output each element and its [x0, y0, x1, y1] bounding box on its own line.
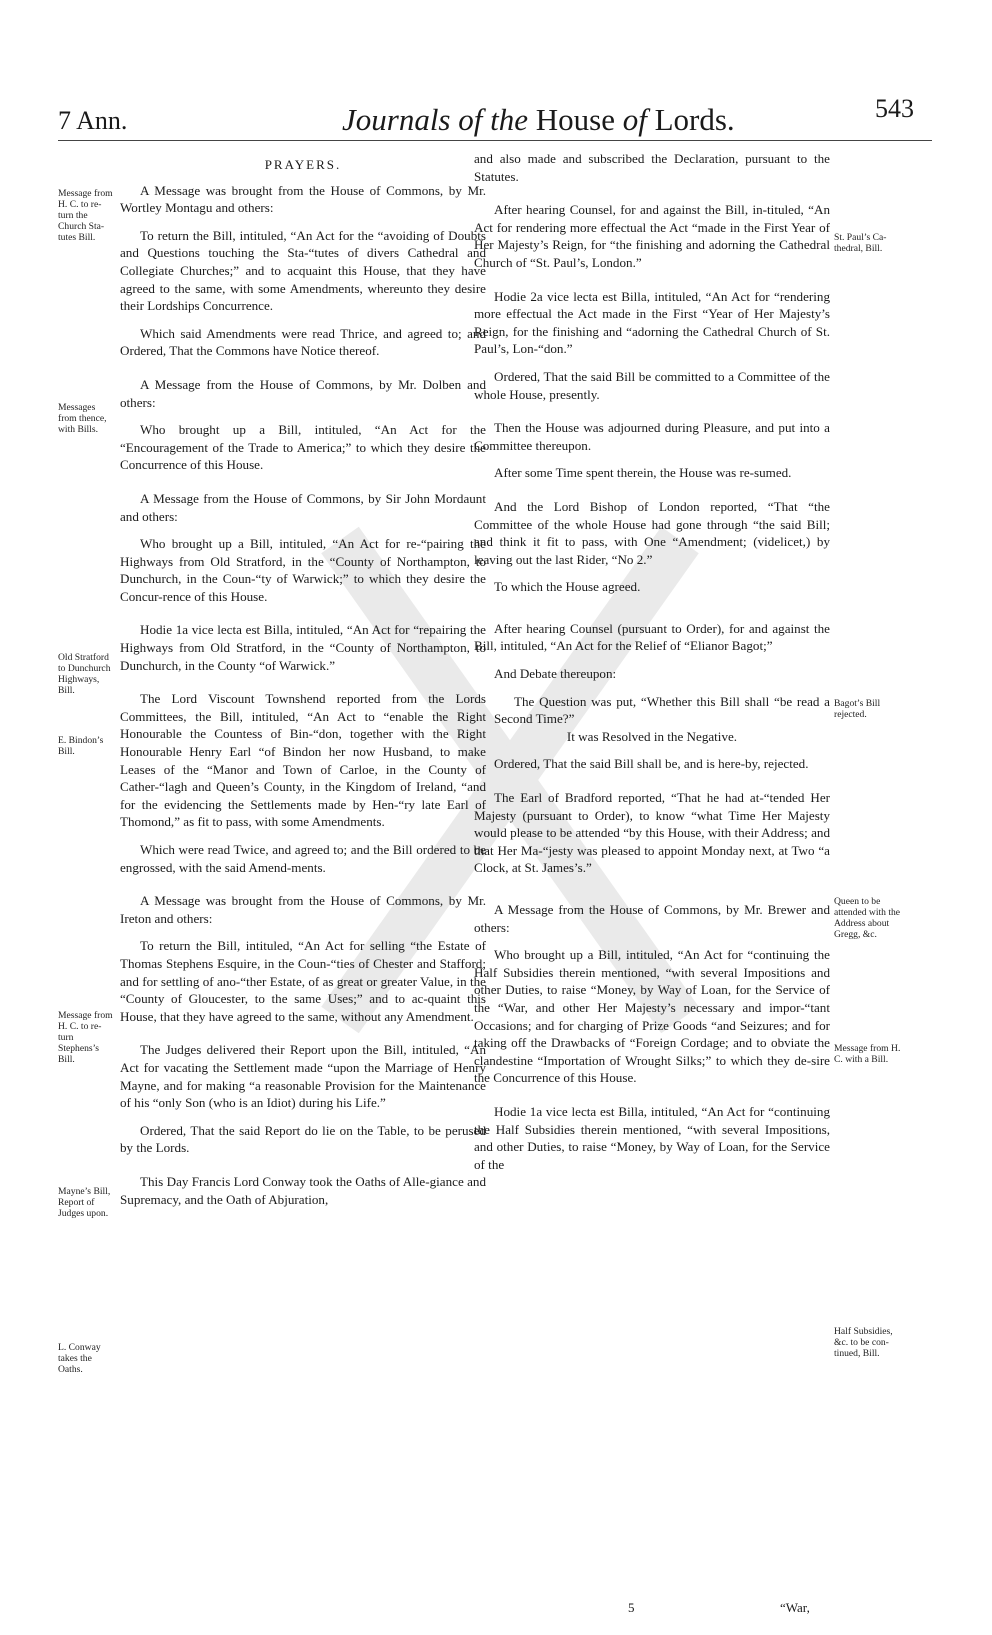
- margin-note-right: Message from H. C. with a Bill.: [834, 1043, 901, 1065]
- paragraph: After hearing Counsel, for and against the Bill, in-tituled, “An Act for rendering more effectual the Act “made in the First Year of Her Majesty’s Reign, for “the finishing and adorning the Cathedral Church of “St. Paul’s, London.”: [474, 202, 830, 270]
- paragraph: Which said Amendments were read Thrice, and agreed to; and Ordered, That the Commons have Notice thereof.: [120, 325, 486, 359]
- margin-note-left: Messages from thence, with Bills.: [58, 402, 107, 435]
- margin-note-left: Message from H. C. to re-turn Stephens’s Bill.: [58, 1010, 113, 1065]
- paragraph: And the Lord Bishop of London reported, “That “the Committee of the whole House had gone through “the said Bill; and think it fit to pass, with One “Amendment; (videlicet,) by leaving out the last Rider, “No 2.”: [474, 498, 830, 567]
- title-the: the: [490, 102, 528, 137]
- paragraph: A Message from the House of Commons, by Mr. Brewer and others:: [474, 902, 830, 935]
- paragraph: Hodie 1a vice lecta est Billa, intituled, “An Act for “repairing the Highways from Old Stratford, in the “County of Northampton, to Dunchurch, in the County “of Warwick.”: [120, 622, 486, 673]
- title-journals: Journals: [342, 102, 451, 137]
- paragraph: The Earl of Bradford reported, “That he had at-“tended Her Majesty (pursuant to Order), to know “what Time Her Majesty would please to be attended “by this House, with their Address; and that Her Ma-“jesty was pleased to appoint Monday next, at Two “a Clock, at St. James’s.”: [474, 790, 830, 876]
- paragraph: Who brought up a Bill, intituled, “An Act for “continuing the Half Subsidies therein mentioned, “with several Impositions and other Duties, to raise “Money, by Way of Loan, for the Service of the “War, and other Her Majesty’s necessary and impor-“tant Occasions; and for charging of Prize Goods “and Seizures; and for taking off the Drawbacks of “Foreign Cordage; and to obviate the clandestine “Importation of Wrought Silks;” to which they de-sire the Concurrence of this House.: [474, 947, 830, 1086]
- title-house: House: [535, 102, 615, 137]
- paragraph: After some Time spent therein, the House was re-sumed.: [494, 465, 792, 481]
- left-column: [120, 150, 486, 1208]
- paragraph: The Lord Viscount Townshend reported from the Lords Committees, the Bill, intituled, “An Act to “enable the Right Honourable the Countess of Bin-“don, together with the Right Honourable Henry Earl “of Bindon her now Husband, to make Leases of the “Manor and Town of Carloe, in the County of Cather-“lagh and Queen’s County, in the Kingdom of Ireland, “and for the evidencing the Settlements made by Hen-“ry late Earl of Thomond,” as fit to pass, with some Amendments.: [120, 691, 486, 830]
- paragraph: A Message from the House of Commons, by Sir John Mordaunt and others:: [120, 490, 486, 524]
- paragraph: A Message was brought from the House of Commons, by Mr. Wortley Montagu and others:: [120, 182, 486, 216]
- question-text: The Question was put, “Whether this Bill shall “be read a Second Time?”: [494, 693, 830, 727]
- margin-note-right: Queen to be attended with the Address about Gregg, &c.: [834, 896, 901, 940]
- paragraph: To return the Bill, intituled, “An Act for the “avoiding of Doubts and Questions touching the Sta-“tutes of divers Cathedral and Collegiate Churches;” and to acquaint this House, that they have agreed to the same, with some Amendments, whereunto they desire their Lordships Concurrence.: [120, 227, 486, 314]
- paragraph: And Debate thereupon:: [494, 666, 617, 682]
- margin-note-right: St. Paul’s Ca-thedral, Bill.: [834, 232, 887, 254]
- running-title: [342, 102, 735, 138]
- paragraph: Hodie 2a vice lecta est Billa, intituled, “An Act for “rendering more effectual the Act made in the First “Year of Her Majesty’s Reign, for the finishing and “adorning the Cathedral Church of St. Paul’s, Lon-“don.”: [474, 288, 830, 357]
- header-rule: [58, 140, 932, 141]
- margin-note-left: Message from H. C. to re-turn the Church Sta-tutes Bill.: [58, 188, 113, 243]
- paragraph: and also made and subscribed the Declaration, pursuant to the Statutes.: [474, 151, 830, 184]
- margin-note-left: Mayne’s Bill, Report of Judges upon.: [58, 1186, 111, 1219]
- section-heading: PRAYERS.: [264, 157, 342, 172]
- paragraph: To return the Bill, intituled, “An Act for selling “the Estate of Thomas Stephens Esquire, in the Coun-“ties of Chester and Stafford; and for settling of ano-“ther Estate, of as great or greater Value, in the “County of Gloucester, to the same Uses;” and to ac-quaint this House, that they have agreed to the same, without any Amendment.: [120, 938, 486, 1024]
- margin-note-left: Old Stratford to Dunchurch Highways, Bill.: [58, 652, 111, 696]
- paragraph: Which were read Twice, and agreed to; and the Bill ordered to be engrossed, with the said Amend-ments.: [120, 842, 486, 875]
- paragraph: Who brought up a Bill, intituled, “An Act for re-“pairing the Highways from Old Stratford, in the “County of Northampton, to Dunchurch, in the Coun-“ty of Warwick;” to which they desire the Concur-rence of this House.: [120, 536, 486, 604]
- paragraph: A Message was brought from the House of Commons, by Mr. Ireton and others:: [120, 893, 486, 926]
- paragraph: Then the House was adjourned during Pleasure, and put into a Committee thereupon.: [474, 420, 830, 453]
- margin-note-left: L. Conway takes the Oaths.: [58, 1342, 101, 1375]
- catchword: “War,: [780, 1600, 810, 1615]
- title-of-1: of: [458, 102, 483, 137]
- margin-note-right: Half Subsidies, &c. to be con-tinued, Bill.: [834, 1326, 893, 1359]
- paragraph: This Day Francis Lord Conway took the Oaths of Alle-giance and Supremacy, and the Oath of Abjuration,: [120, 1173, 486, 1207]
- page-header: [0, 88, 992, 138]
- paragraph: To which the House agreed.: [494, 579, 641, 595]
- paragraph: A Message from the House of Commons, by Mr. Dolben and others:: [120, 376, 486, 410]
- margin-note-left: E. Bindon’s Bill.: [58, 735, 104, 757]
- resolution-text: It was Resolved in the Negative.: [566, 728, 738, 744]
- signature-mark: 5: [628, 1600, 635, 1615]
- page-number: 543: [875, 94, 914, 123]
- paragraph: Ordered, That the said Bill shall be, and is here-by, rejected.: [494, 756, 809, 772]
- right-column: [474, 150, 830, 1173]
- paragraph: Ordered, That the said Report do lie on the Table, to be perused by the Lords.: [120, 1122, 486, 1156]
- paragraph: Hodie 1a vice lecta est Billa, intituled, “An Act for “continuing the Half Subsidies therein mentioned, “with several Impositions, and other Duties, to raise “Money, by Way of Loan, for the Service of the: [474, 1103, 830, 1172]
- regnal-year: 7 Ann.: [58, 106, 128, 135]
- paragraph: Who brought up a Bill, intituled, “An Act for the “Encouragement of the Trade to America;” to which they desire the Concurrence of this House.: [120, 422, 486, 473]
- paragraph: After hearing Counsel (pursuant to Order), for and against the Bill, intituled, “An Act for the Relief of “Elianor Bagot;”: [474, 620, 830, 654]
- title-lords: Lords.: [654, 102, 735, 137]
- paragraph: The Judges delivered their Report upon the Bill, intituled, “An Act for vacating the Settlement made “upon the Marriage of Henry Mayne, and for making “a reasonable Provision for the Maintenance of his “only Son (who is an Idiot) during his Life.”: [120, 1042, 486, 1111]
- title-of-2: of: [622, 102, 647, 137]
- paragraph: Ordered, That the said Bill be committed to a Committee of the whole House, presently.: [474, 368, 830, 402]
- margin-note-right: Bagot’s Bill rejected.: [834, 698, 881, 720]
